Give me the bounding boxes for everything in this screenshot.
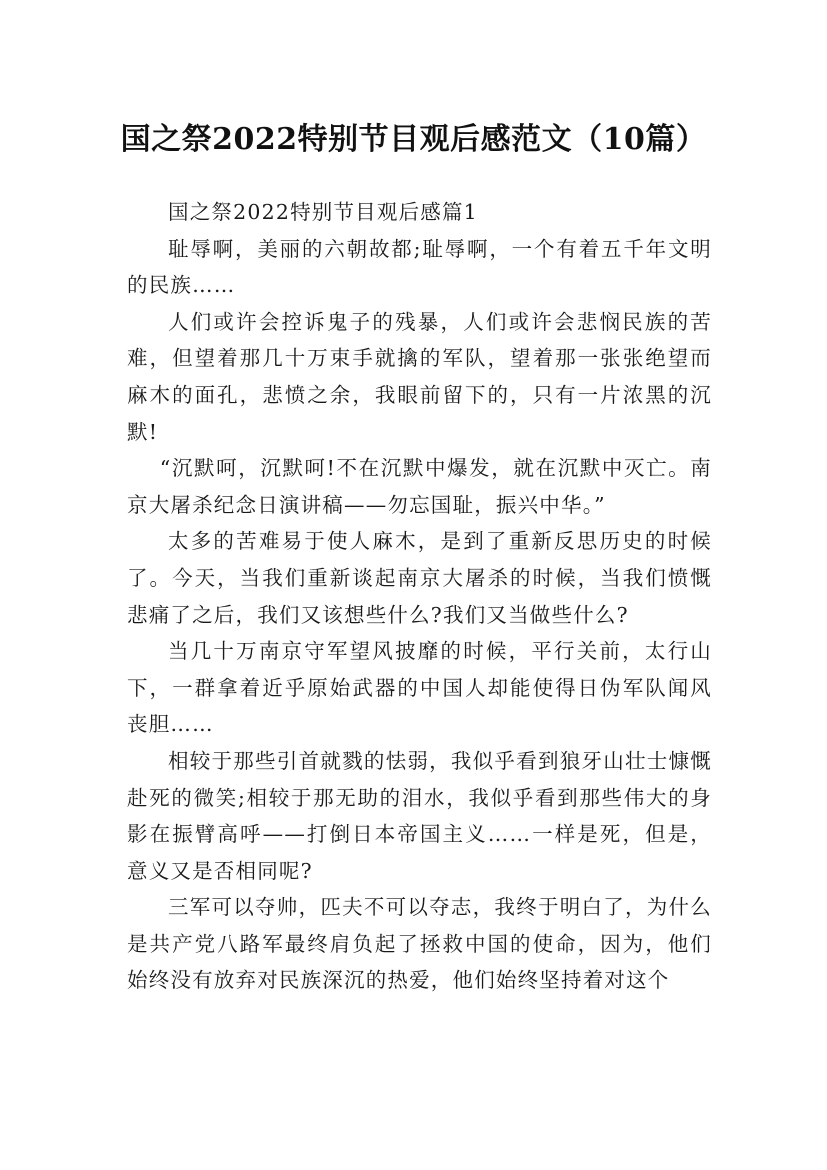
paragraph-quote: “沉默呵，沉默呵!不在沉默中爆发，就在沉默中灭亡。南京大屠杀纪念日演讲稿——勿忘国耻，振兴中华。” bbox=[127, 456, 712, 517]
paragraph: 耻辱啊，美丽的六朝故都;耻辱啊，一个有着五千年文明的民族…… bbox=[127, 236, 712, 298]
paragraph: 人们或许会控诉鬼子的残暴，人们或许会悲悯民族的苦难，但望着那几十万束手就擒的军队，望着那一张张绝望而麻木的面孔，悲愤之余，我眼前留下的，只有一片浓黑的沉默! bbox=[127, 309, 712, 444]
paragraph: 太多的苦难易于使人麻木，是到了重新反思历史的时候了。今天，当我们重新谈起南京大屠杀的时候，当我们愤慨悲痛了之后，我们又该想些什么?我们又当做些什么? bbox=[127, 529, 712, 627]
document-title: 国之祭2022特别节目观后感范文（10篇） bbox=[120, 122, 707, 158]
paragraph: 相较于那些引首就戮的怯弱，我似乎看到狼牙山壮士慷慨赴死的微笑;相较于那无助的泪水，我似乎看到那些伟大的身影在振臂高呼——打倒日本帝国主义……一样是死，但是，意义又是否相同呢? bbox=[127, 748, 712, 883]
document-body bbox=[127, 194, 712, 999]
section-heading: 国之祭2022特别节目观后感篇1 bbox=[168, 200, 478, 224]
paragraph: 当几十万南京守军望风披靡的时候，平行关前，太行山下，一群拿着近乎原始武器的中国人却能使得日伪军队闻风丧胆…… bbox=[127, 639, 712, 737]
paragraph: 三军可以夺帅，匹夫不可以夺志，我终于明白了，为什么是共产党八路军最终肩负起了拯救中国的使命，因为，他们始终没有放弃对民族深沉的热爱，他们始终坚持着对这个 bbox=[127, 895, 712, 993]
